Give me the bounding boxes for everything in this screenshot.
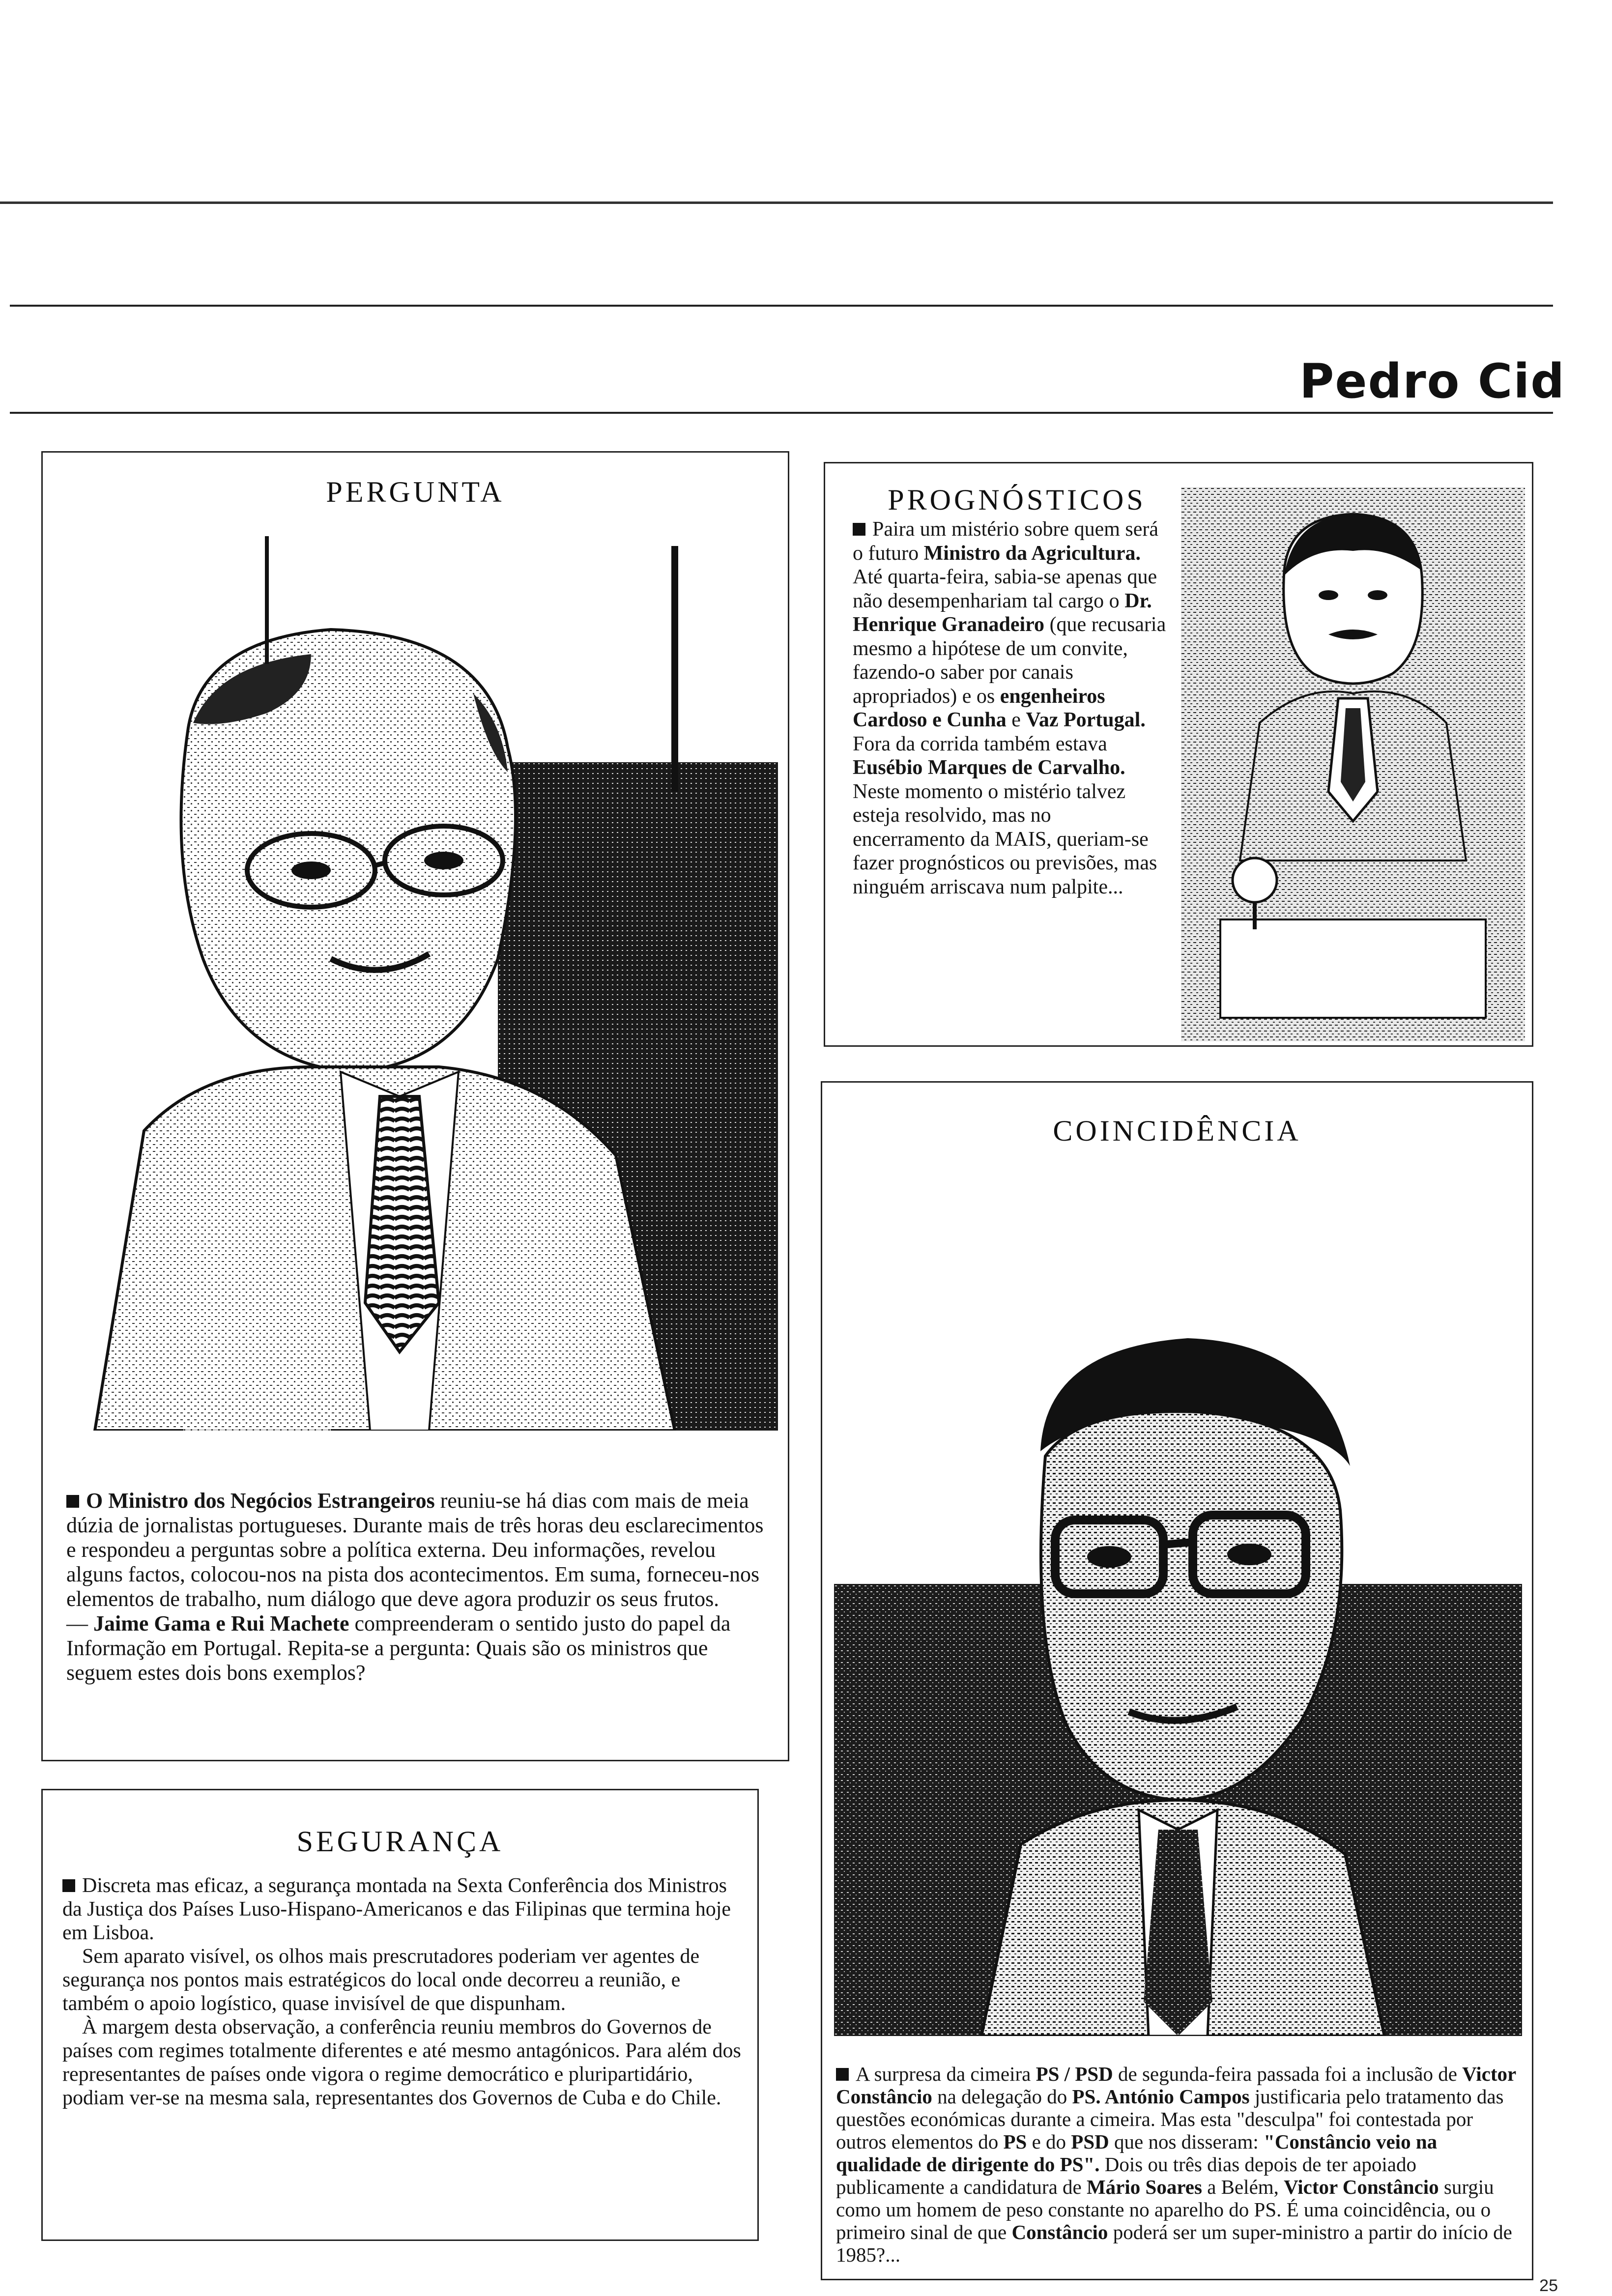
pergunta-para1: reuniu-se há dias com mais de meia dúzia de jornalistas portugueses. Durante mais de três horas deu esclarecimentos e respondeu a perguntas sobre a política externa. Deu informações, revelou alguns factos, colocou-nos na pista dos acontecimentos. Em suma, forneceu-nos elementos de trabalho, num diálogo que deve agora produzir os seus frutos.: [66, 1489, 764, 1611]
prog-t1: Paira um mistério sobre quem será o futuro: [853, 518, 1159, 565]
pergunta-para1-bold: O Ministro dos Negócios Estrangeiros: [86, 1489, 435, 1513]
byline: Pedro Cid: [1299, 354, 1565, 409]
byline-rule: [10, 412, 1553, 414]
prog-t3: (que recusaria mesmo a hipótese de um convite, fazendo-o saber por canais apropriados) e os: [853, 613, 1166, 708]
coin-b2: Victor Constâncio: [836, 2063, 1516, 2108]
pergunta-para2-bold: Jaime Gama e Rui Machete: [93, 1611, 349, 1636]
coin-t8: a Belém,: [1207, 2176, 1279, 2198]
top-rule-2: [10, 305, 1553, 307]
prog-t6: Neste momento o mistério talvez esteja resolvido, mas no encerramento da MAIS, queriam-se fazer prognósticos ou previsões, mas ninguém arriscava num palpite...: [853, 780, 1157, 898]
seguranca-box: [41, 1789, 759, 2241]
prog-t2: Até quarta-feira, sabia-se apenas que não desempenhariam tal cargo o: [853, 566, 1157, 612]
coin-t5: e do: [1032, 2130, 1066, 2153]
prog-b2: Dr. Henrique Granadeiro: [853, 589, 1152, 636]
coincidencia-box: [821, 1081, 1533, 2280]
page-number: 25: [1539, 2276, 1558, 2295]
coin-t6: que nos disseram:: [1114, 2130, 1259, 2153]
coin-b5: PSD: [1071, 2130, 1109, 2153]
prog-b4: Vaz Portugal.: [1026, 709, 1146, 731]
prognosticos-heading: PROGNÓSTICOS: [888, 484, 1146, 516]
bullet-square-icon: [62, 1879, 75, 1892]
coin-b9: Constâncio: [1011, 2221, 1108, 2243]
pergunta-text: [66, 1489, 769, 1685]
coincidencia-heading: COINCIDÊNCIA: [1053, 1115, 1301, 1147]
prognosticos-box: [824, 462, 1533, 1047]
coincidencia-photo: [834, 1289, 1522, 2036]
coin-t2: de segunda-feira passada foi a inclusão de: [1118, 2063, 1457, 2085]
bullet-square-icon: [836, 2068, 849, 2081]
pergunta-dash: —: [66, 1611, 93, 1636]
coin-t10: poderá ser um super-ministro a partir do início de 1985?...: [836, 2221, 1512, 2266]
prog-b3: engenheiros Cardoso e Cunha: [853, 685, 1105, 731]
seg-p2: Sem aparato visível, os olhos mais prescrutadores poderiam ver agentes de segurança nos pontos mais estratégicos do local onde decorreu a reunião, e também o apoio logístico, quase invisível de que dispunham.: [62, 1945, 700, 2015]
coin-t1: A surpresa da cimeira: [856, 2063, 1031, 2085]
top-rule-1: [0, 201, 1553, 204]
prog-b1: Ministro da Agricultura.: [923, 542, 1141, 565]
pergunta-box: [41, 451, 789, 1761]
pergunta-heading: PERGUNTA: [326, 476, 505, 508]
seguranca-heading: SEGURANÇA: [296, 1825, 504, 1858]
pergunta-photo: [56, 517, 778, 1431]
prognosticos-photo: [1181, 487, 1525, 1041]
prog-t4: e: [1011, 709, 1021, 731]
seguranca-text: [62, 1874, 746, 2110]
coin-b8: Victor Constâncio: [1284, 2176, 1439, 2198]
coin-b3: PS. António Campos: [1072, 2085, 1250, 2108]
coin-b7: Mário Soares: [1086, 2176, 1202, 2198]
coin-t4: justificaria pelo tratamento das questões económicas durante a cimeira. Mas esta "desculpa" foi contestada por outros elementos do: [836, 2085, 1504, 2153]
prognosticos-text: [853, 517, 1167, 899]
pergunta-para2: compreenderam o sentido justo do papel da Informação em Portugal. Repita-se a pergunta: Quais são os ministros que seguem estes dois bons exemplos?: [66, 1611, 731, 1685]
prog-b5: Eusébio Marques de Carvalho.: [853, 756, 1125, 779]
bullet-square-icon: [853, 523, 865, 536]
coin-t7: Dois ou três dias depois de ter apoiado publicamente a candidatura de: [836, 2153, 1416, 2198]
coin-b6: "Constâncio veio na qualidade de dirigente do PS".: [836, 2130, 1438, 2176]
seg-p1: Discreta mas eficaz, a segurança montada na Sexta Conferência dos Ministros da Justiça dos Países Luso-Hispano-Americanos e das Filipinas que termina hoje em Lisboa.: [62, 1874, 731, 1944]
coincidencia-text: [836, 2063, 1519, 2266]
coin-t3: na delegação do: [937, 2085, 1067, 2108]
coin-t9: surgiu como um homem de peso constante no aparelho do PS. É uma coincidência, ou o primeiro sinal de que: [836, 2176, 1494, 2243]
seg-p3: À margem desta observação, a conferência reuniu membros do Governos de países com regimes totalmente diferentes e até mesmo antagónicos. Para além dos representantes de países onde vigora o regime democrático e pluripartidário, podiam ver-se na mesma sala, representantes dos Governos de Cuba e do Chile.: [62, 2016, 741, 2109]
prog-t5: Fora da corrida também estava: [853, 732, 1107, 755]
bullet-square-icon: [66, 1495, 79, 1508]
coin-b1: PS / PSD: [1036, 2063, 1113, 2085]
coin-b4: PS: [1003, 2130, 1027, 2153]
